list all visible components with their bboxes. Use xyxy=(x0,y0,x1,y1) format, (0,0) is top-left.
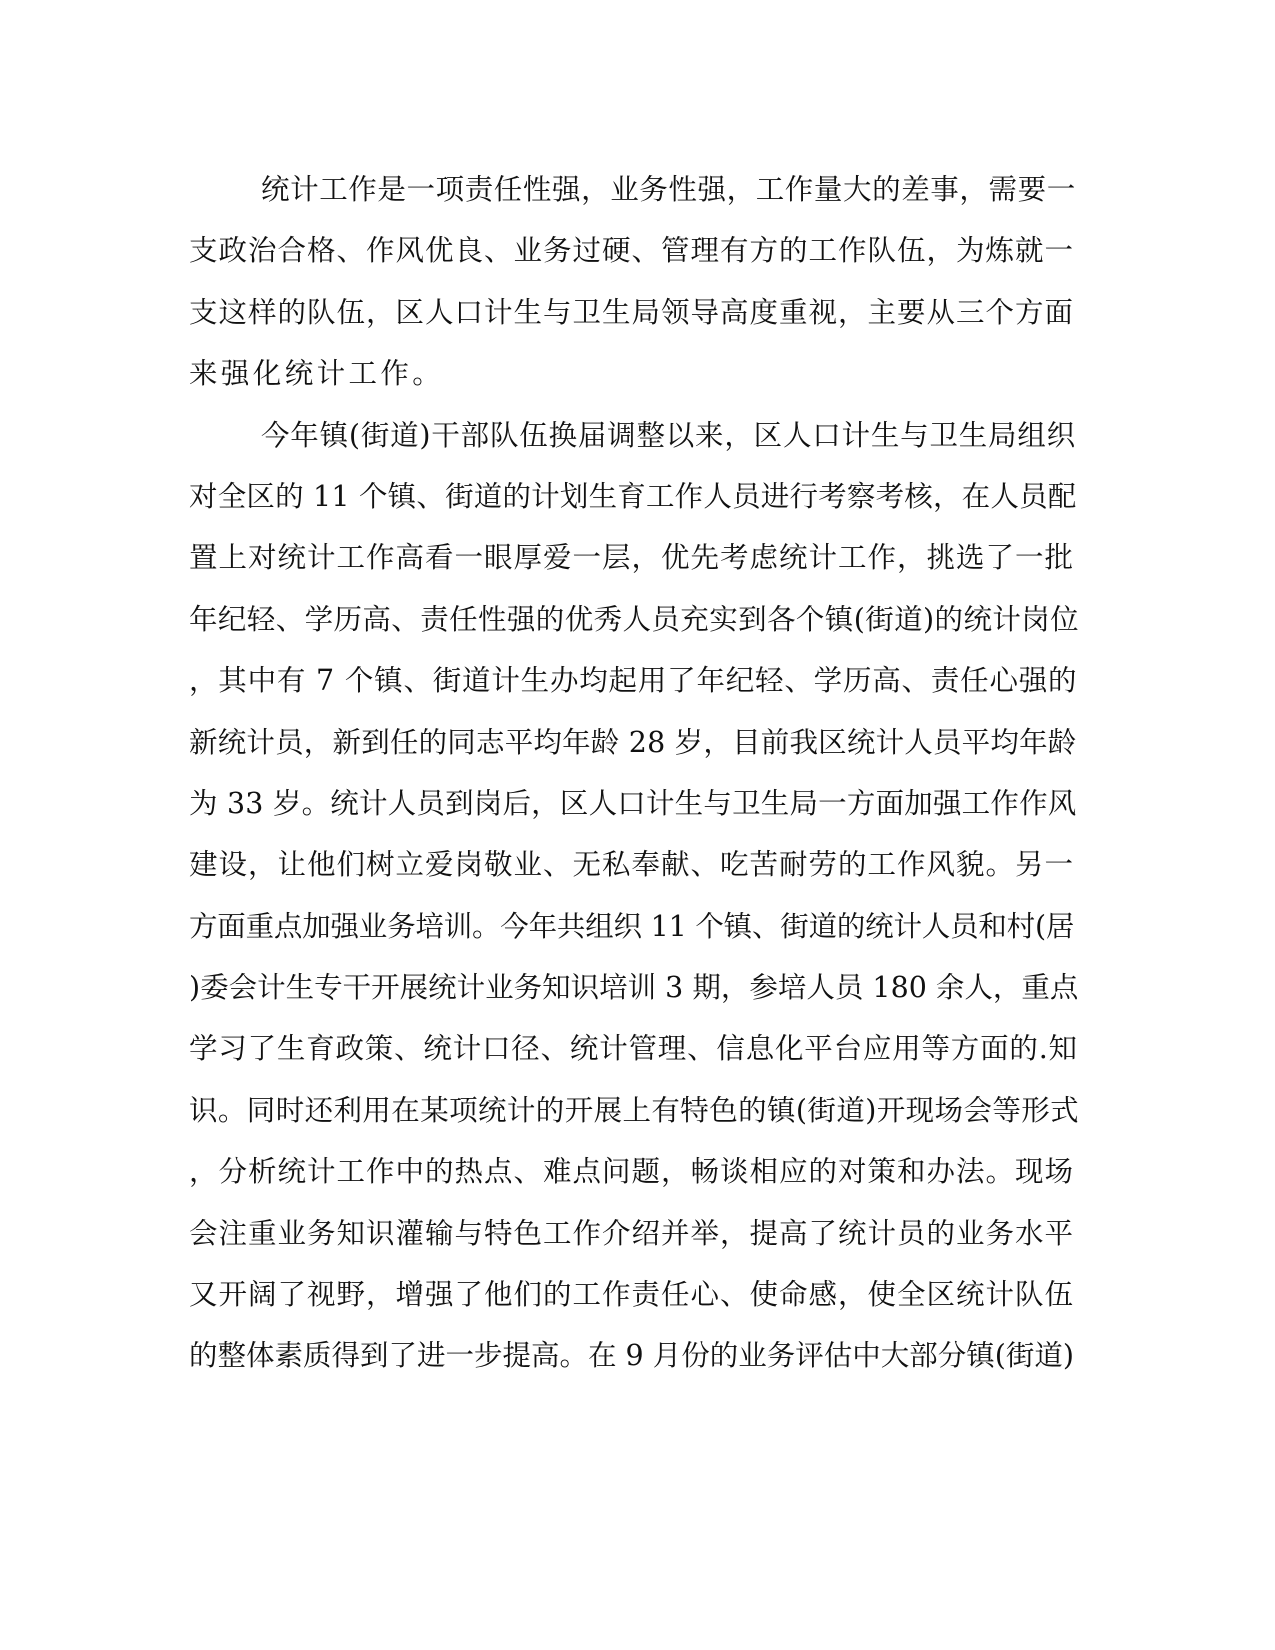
text-line: 年纪轻、学历高、责任性强的优秀人员充实到各个镇(街道)的统计岗位 xyxy=(189,602,1080,636)
text-line: 新统计员，新到任的同志平均年龄 28 岁，目前我区统计人员平均年龄 xyxy=(189,725,1077,759)
text-line: 又开阔了视野，增强了他们的工作责任心、使命感，使全区统计队伍 xyxy=(189,1278,1075,1312)
text-line: 学习了生育政策、统计口径、统计管理、信息化平台应用等方面的.知 xyxy=(189,1032,1078,1066)
text-line: 来强化统计工作。 xyxy=(189,357,445,391)
text-line: 方面重点加强业务培训。今年共组织 11 个镇、街道的统计人员和村(居 xyxy=(189,909,1075,943)
text-line: ，其中有 7 个镇、街道计生办均起用了年纪轻、学历高、责任心强的 xyxy=(189,664,1078,698)
text-line: ，分析统计工作中的热点、难点问题，畅谈相应的对策和办法。现场 xyxy=(189,1155,1075,1189)
text-line: 会注重业务知识灌输与特色工作介绍并举，提高了统计员的业务水平 xyxy=(189,1216,1075,1250)
text-line: 的整体素质得到了进一步提高。在 9 月份的业务评估中大部分镇(街道) xyxy=(189,1339,1074,1373)
document-body xyxy=(189,159,1079,1387)
paragraph-1 xyxy=(189,159,1079,405)
paragraph-2 xyxy=(189,405,1079,1387)
text-line: )委会计生专干开展统计业务知识培训 3 期，参培人员 180 余人，重点 xyxy=(189,971,1079,1005)
text-line: 建设，让他们树立爱岗敬业、无私奉献、吃苦耐劳的工作风貌。另一 xyxy=(189,848,1075,882)
text-line: 支这样的队伍，区人口计生与卫生局领导高度重视，主要从三个方面 xyxy=(189,295,1075,329)
text-line: 统计工作是一项责任性强，业务性强，工作量大的差事，需要一 xyxy=(261,173,1076,206)
text-line: 支政治合格、作风优良、业务过硬、管理有方的工作队伍，为炼就一 xyxy=(189,234,1075,268)
text-line: 置上对统计工作高看一眼厚爱一层，优先考虑统计工作，挑选了一批 xyxy=(189,541,1075,575)
text-line: 为 33 岁。统计人员到岗后，区人口计生与卫生局一方面加强工作作风 xyxy=(189,786,1077,820)
text-line: 对全区的 11 个镇、街道的计划生育工作人员进行考察考核，在人员配 xyxy=(189,479,1077,513)
text-line: 识。同时还利用在某项统计的开展上有特色的镇(街道)开现场会等形式 xyxy=(189,1093,1080,1127)
text-line: 今年镇(街道)干部队伍换届调整以来，区人口计生与卫生局组织 xyxy=(261,418,1076,452)
